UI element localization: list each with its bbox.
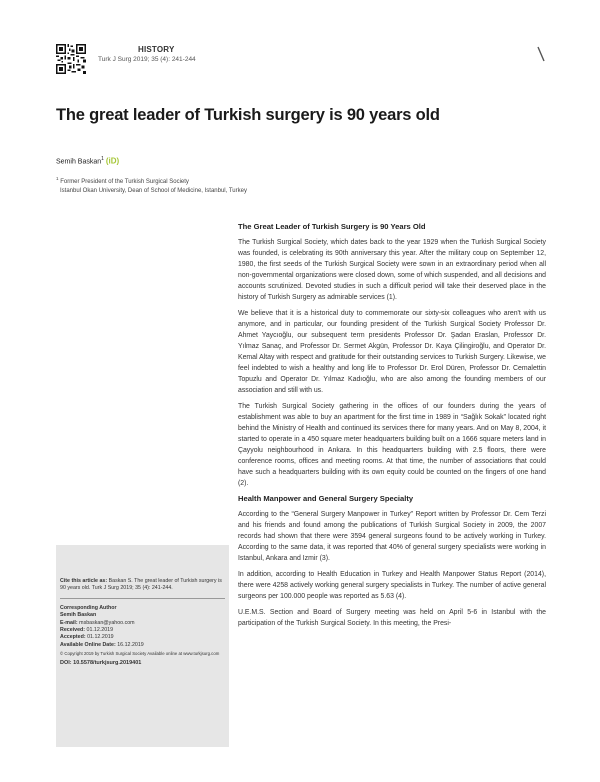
cite-text: Baskan S. The great leader of Turkish surgery is 90 years old. Turk J Surg 2019; 35 (4): 241-244.: [60, 578, 222, 592]
affiliation-line-2: Istanbul Okan University, Dean of School of Medicine, Istanbul, Turkey: [60, 187, 247, 194]
accepted-date: 01.12.2019: [87, 634, 114, 641]
cite-info: [60, 578, 225, 593]
email-link[interactable]: msbaskan@yahoo.com: [79, 619, 135, 626]
paragraph-5: In addition, according to Health Education in Turkey and Health Manpower Status Report (2014), there were 4258 actively working general surgery specialists in Turkey. The number of active general surgeons per 100.000 people was reported as 5.63 (4).: [238, 571, 546, 600]
cite-label: Cite this article as:: [60, 578, 108, 584]
orcid-icon[interactable]: (iD): [105, 156, 120, 166]
online-label: Available Online Date:: [60, 641, 116, 648]
doi-link[interactable]: 10.5578/turkjsurg.2019401: [73, 660, 142, 667]
paragraph-4: According to the “General Surgery Manpower in Turkey” Report written by Professor Dr. Cem Terzi and his friends and found among the publications of Turkish Surgical Society in 2009, the 2007 records had shown that there were 3594 general surgeons found to be actively working in Turkey. According to the same data, it was reported that 40% of general surgery specialists were working in Istanbul, Ankara and Izmir (3).: [238, 511, 546, 562]
paragraph-6: U.E.M.S. Section and Board of Surgery meeting was held on April 5-6 in Istanbul with the participation of the Turkish Surgical Society. In this meeting, the Presi-: [238, 609, 546, 627]
author-line: [56, 156, 119, 165]
website-link[interactable]: www.turkjsurg.com: [183, 651, 220, 657]
affiliation: [56, 175, 247, 195]
email-label: E-mail:: [60, 619, 78, 626]
journal-header: [98, 45, 196, 63]
corner-mark-icon: [536, 46, 546, 62]
affiliation-sup: 1: [56, 176, 59, 181]
received-label: Received:: [60, 627, 86, 634]
section-heading-2: Health Manpower and General Surgery Specialty: [238, 494, 414, 503]
online-date: 16.12.2019: [117, 641, 144, 648]
corresponding-name: Semih Baskan: [60, 612, 97, 619]
orcid-label: iD: [108, 156, 117, 166]
author-name: Semih Baskan: [56, 158, 102, 166]
paragraph-2: We believe that it is a historical duty to commemorate our sixty-six colleagues who aren't with us anymore, and in particular, our founding president of the Turkish Surgical Society Professor Dr. Ahmet Yaycıoğlu, our subsequent term presidents Professor Dr. Şadan Eraslan, Professor Dr. Yılmaz Sanaç, and Professor Dr. Sermet Akgün, Professor Dr. Kaya Çilingiroğlu, and Operator Dr. Kemal Altay with respect and gratitude for their outstanding services to Turkish Surgery. Likewise, we feel indebted to wish a healthy and long life to Professor Dr. Erol Düren, Professor Dr. Cemalettin Topuzlu and Operator Dr. Yılmaz Kadıoğlu, who are also among the founding members of our association and still with us.: [238, 310, 546, 394]
paragraph-1: The Turkish Surgical Society, which dates back to the year 1929 when the Turkish Surgical Society was founded, is celebrating its 90th anniversary this year. After the military coup on September 12, 1980, the first seeds of the Turkish Surgical Society were sown in an extraordinary period when all non-governmental organizations were closed down, some of which suspended, and all decisions and accounts scrutinized. Devoted studies in such a difficult period will take their deserved place in the history of Turkish Surgery as admirable services (1).: [238, 239, 546, 301]
article-info-box: [56, 545, 229, 747]
copyright-text: © Copyright 2019 by Turkish Surgical Society Available online at: [60, 651, 183, 657]
sidebar-divider: [60, 598, 225, 599]
qr-code: [56, 44, 86, 74]
article-body: [238, 222, 546, 634]
doi-label: DOI:: [60, 660, 72, 667]
affiliation-line-1: Former President of the Turkish Surgical Society: [60, 179, 189, 185]
author-sup: 1: [101, 156, 104, 162]
section-heading-1: The Great Leader of Turkish Surgery is 90 Years Old: [238, 222, 426, 231]
corresponding-label: Corresponding Author: [60, 604, 117, 611]
section-label: HISTORY: [138, 45, 175, 54]
copyright-notice: [60, 651, 225, 657]
article-title: The great leader of Turkish surgery is 90 years old: [56, 106, 440, 124]
journal-citation: Turk J Surg 2019; 35 (4): 241-244: [98, 56, 196, 63]
doi: [60, 660, 225, 667]
received-date: 01.12.2019: [86, 627, 114, 634]
paragraph-3: The Turkish Surgical Society gathering in the offices of our founders during the years of establishment was able to buy an apartment for the first time in 1989 in “Sağlık Sokak” located right behind the Ministry of Health and continued its services there for many years. And on May 8, 2004, it started to operate in a 450 square meter headquarters building built on a 1666 square meters land in Çayyolu neighbourhood in Ankara. In this headquarters building with 2.5 floors, there were conference rooms, offices and meeting rooms. At that time, the number of associations that could have such a headquarters building with its own equity could be counted on the fingers of one hand (2).: [238, 403, 546, 487]
accepted-label: Accepted:: [60, 634, 86, 641]
